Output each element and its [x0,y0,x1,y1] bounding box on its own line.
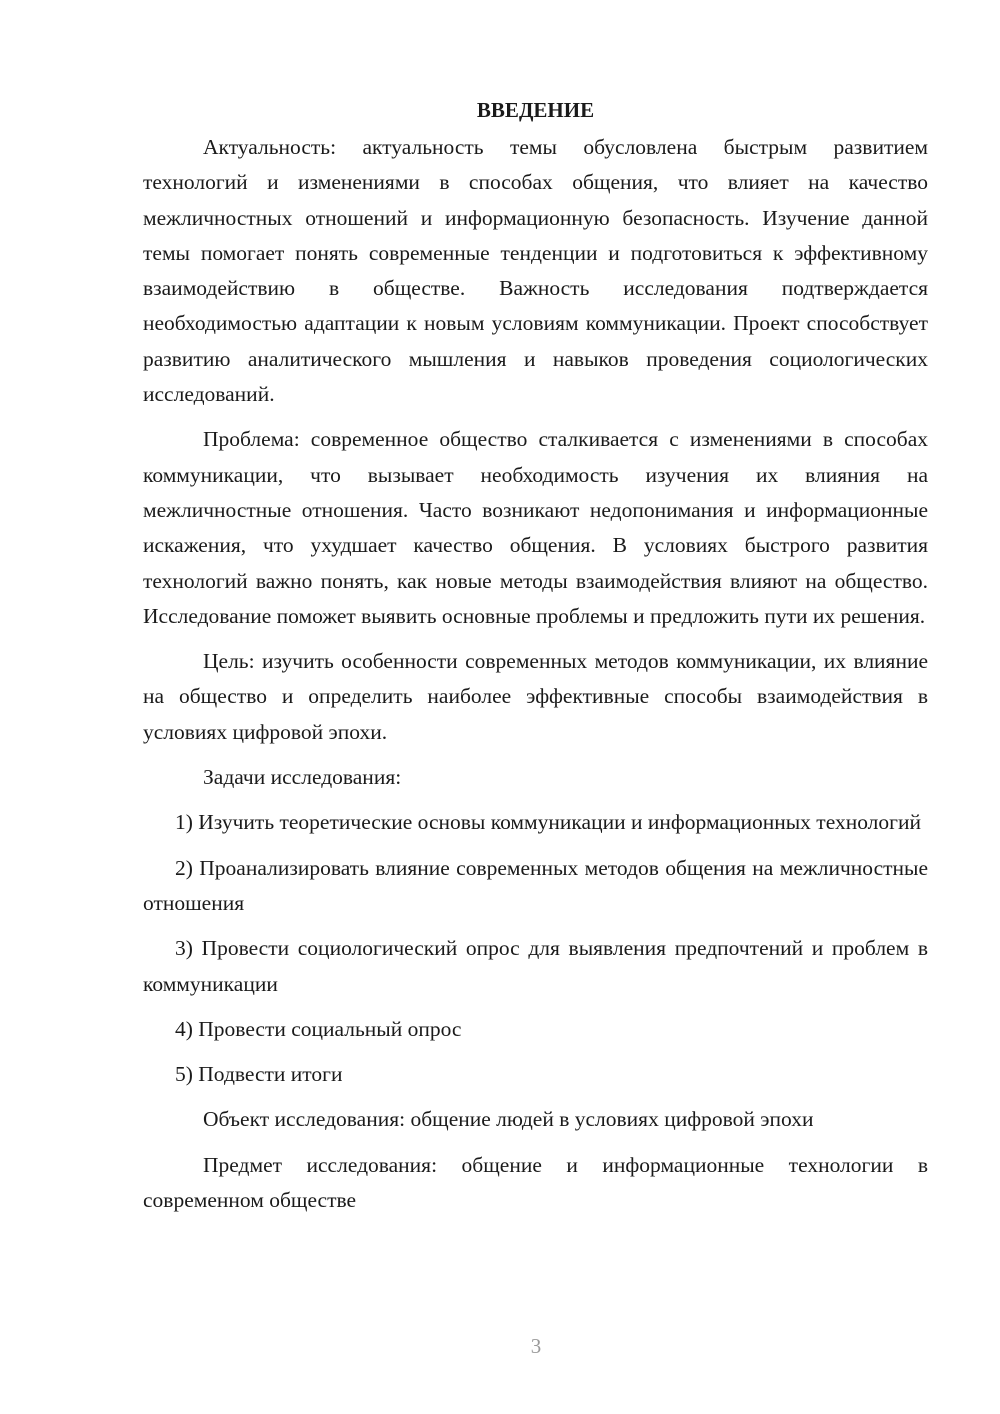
subject-paragraph: Предмет исследования: общение и информационные технологии в современном обществе [143,1152,928,1213]
relevance-paragraph: Актуальность: актуальность темы обусловлена быстрым развитием технологий и изменениями в способах общения, что влияет на качество межличностных отношений и информационную безопасность. Изучение данной темы помогает понять современные тенденции и подготовиться к эффективному взаимодействию в обществе. Важность исследования подтверждается необходимостью адаптации к новым условиям коммуникации. Проект способствует развитию аналитического мышления и навыков проведения социологических исследований. [143,135,928,407]
task-item: 2) Проанализировать влияние современных методов общения на межличностные отношения [143,855,928,915]
object-paragraph: Объект исследования: общение людей в условиях цифровой эпохи [203,1107,814,1132]
task-item: 4) Провести социальный опрос [175,1016,462,1041]
goal-paragraph: Цель: изучить особенности современных методов коммуникации, их влияние на общество и определить наиболее эффективные способы взаимодействия в условиях цифровой эпохи. [143,649,928,744]
section-title: ВВЕДЕНИЕ [476,98,595,122]
tasks-heading: Задачи исследования: [203,765,402,790]
problem-paragraph: Проблема: современное общество сталкивается с изменениями в способах коммуникации, что вызывает необходимость изучения их влияния на межличностные отношения. Часто возникают недопонимания и информационные искажения, что ухудшает качество общения. В условиях быстрого развития технологий важно понять, как новые методы взаимодействия влияют на общество. Исследование поможет выявить основные проблемы и предложить пути их решения. [143,427,928,628]
page-number: 3 [530,1334,542,1358]
task-item: 3) Провести социологический опрос для выявления предпочтений и проблем в коммуникации [143,936,928,996]
document-page [143,95,928,1228]
task-item: 5) Подвести итоги [175,1062,343,1087]
task-item: 1) Изучить теоретические основы коммуникации и информационных технологий [175,810,921,835]
